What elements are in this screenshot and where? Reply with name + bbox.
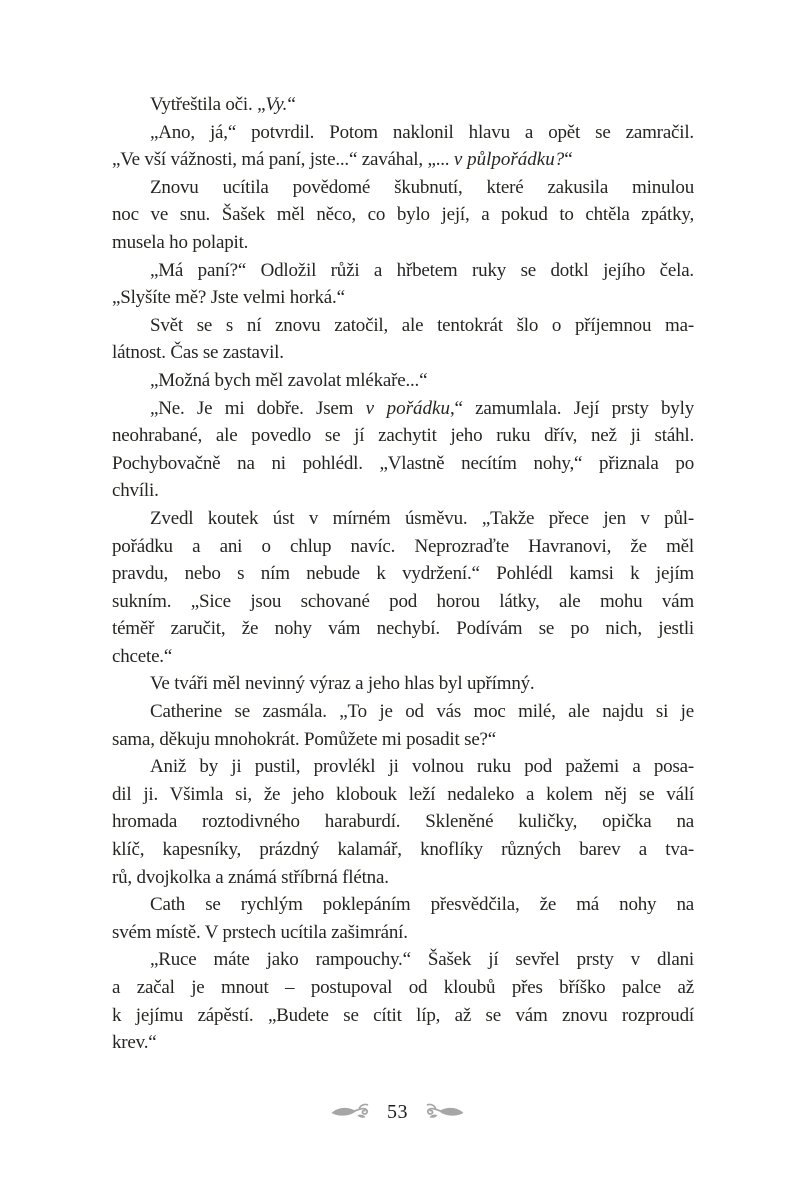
text-line: Vytřeštila oči. „Vy.“ [150,94,296,115]
text-line: neohrabané, ale povedlo se jí zachytit jeho ruku dřív, než ji stáhl. [112,425,694,447]
text-line: dil ji. Všimla si, že jeho klobouk leží nedaleko a kolem něj se válí [112,783,694,805]
paragraph [112,698,694,753]
text-line: „Ne. Je mi dobře. Jsem v pořádku,“ zamumlala. Její prsty byly [150,397,694,419]
text-line: „Ruce máte jako rampouchy.“ Šašek jí sevřel prsty v dlani [150,949,694,971]
text-line: musela ho polapit. [112,231,249,253]
text-line: „Ano, já,“ potvrdil. Potom naklonil hlavu a opět se zamračil. [150,121,694,143]
text-line: pravdu, nebo s ním nebude k vydržení.“ Pohlédl kamsi k jejím [112,563,694,585]
text-line: hromada roztodivného haraburdí. Skleněné kuličky, opička na [112,811,694,833]
paragraph [112,119,694,174]
page-number: 53 [387,1101,408,1123]
text-line: téměř zaručit, že nohy vám nechybí. Podívám se po nich, jestli [112,618,694,640]
text-line: „Ve vší vážnosti, má paní, jste...“ zaváhal, „... v půlpořádku?“ [112,149,573,171]
paragraph [112,312,694,367]
text-line: rů, dvojkolka a známá stříbrná flétna. [112,866,389,888]
paragraph [112,367,694,395]
text-line: Ve tváři měl nevinný výraz a jeho hlas byl upřímný. [150,673,535,695]
text-line: chcete.“ [112,645,173,667]
text-line: látnost. Čas se zastavil. [112,342,284,364]
text-line: sama, děkuju mnohokrát. Pomůžete mi posadit se?“ [112,728,497,750]
paragraph [112,257,694,312]
text-line: krev.“ [112,1032,157,1054]
text-line: Catherine se zasmála. „To je od vás moc milé, ale najdu si je [150,701,694,723]
text-line: Pochybovačně na ni pohlédl. „Vlastně necítím nohy,“ přiznala po [112,452,694,474]
page-footer [0,1096,795,1130]
paragraph [112,505,694,671]
paragraph [112,174,694,257]
text-line: „Má paní?“ Odložil růži a hřbetem ruky se dotkl jejího čela. [150,259,694,281]
text-line: Aniž by ji pustil, provlékl ji volnou ruku pod pažemi a posa- [150,756,694,778]
text-line: sukním. „Sice jsou schované pod horou látky, ale mohu vám [112,590,694,612]
text-line: Cath se rychlým poklepáním přesvědčila, že má nohy na [150,894,694,916]
text-line: Zvedl koutek úst v mírném úsměvu. „Takže přece jen v půl- [150,507,694,529]
text-line: k jejímu zápěstí. „Budete se cítit líp, až se vám znovu rozproudí [112,1004,694,1026]
paragraph [112,91,694,119]
paragraph [112,395,694,505]
text-line: klíč, kapesníky, prázdný kalamář, knoflíky různých barev a tva- [112,839,694,861]
text-line: „Slyšíte mě? Jste velmi horká.“ [112,287,345,309]
text-line: chvíli. [112,480,159,502]
text-line: „Možná bych měl zavolat mlékaře...“ [150,369,428,391]
paragraph [112,946,694,1056]
text-line: svém místě. V prstech ucítila zašimrání. [112,921,408,943]
text-line: pořádku a ani o chlup navíc. Neprozraďte Havranovi, že měl [112,535,694,557]
paragraph [112,753,694,891]
leaf-flourish-right-icon [421,1102,465,1124]
text-line: noc ve snu. Šašek měl něco, co bylo její, a pokud to chtěla zpátky, [112,204,694,226]
paragraph [112,891,694,946]
leaf-flourish-left-icon [330,1102,374,1124]
text-line: Svět se s ní znovu zatočil, ale tentokrát šlo o příjemnou ma- [150,314,694,336]
text-block [112,91,694,1057]
text-line: Znovu ucítila povědomé škubnutí, které zakusila minulou [150,176,694,198]
paragraph [112,670,694,698]
text-line: a začal je mnout – postupoval od kloubů přes bříško palce až [112,977,694,998]
